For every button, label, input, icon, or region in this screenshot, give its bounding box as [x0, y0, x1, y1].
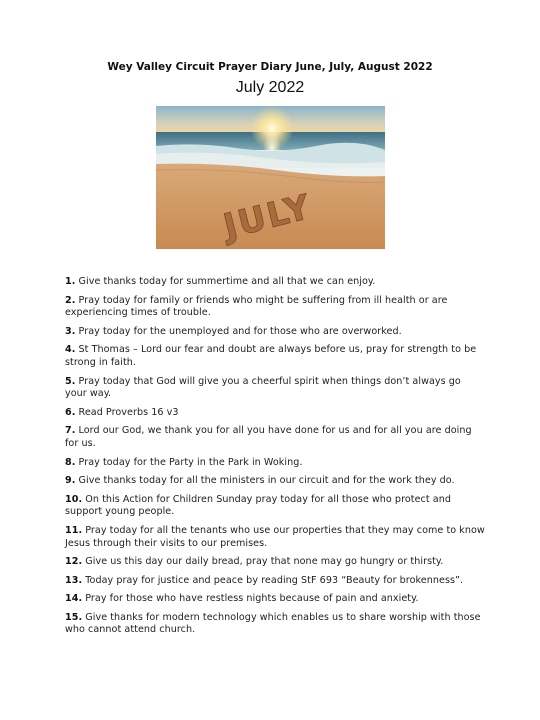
item-number: 2. [65, 294, 76, 306]
month-heading: July 2022 [235, 79, 305, 96]
item-number: 10. [65, 493, 83, 505]
list-item [65, 556, 485, 569]
list-item [65, 276, 485, 289]
item-number: 14. [65, 593, 83, 605]
list-item [65, 575, 485, 588]
beach-photo [156, 106, 385, 249]
list-item [65, 295, 485, 320]
item-text: Give thanks today for summertime and all that we can enjoy. [78, 276, 376, 287]
item-text: St Thomas – Lord our fear and doubt are always before us, pray for strength to be strong in faith. [65, 344, 477, 368]
item-number: 4. [65, 344, 76, 356]
list-item [65, 475, 485, 488]
item-number: 8. [65, 456, 76, 468]
item-number: 12. [65, 556, 83, 568]
item-number: 13. [65, 574, 83, 586]
prayer-list [65, 276, 485, 643]
item-text: Give us this day our daily bread, pray that none may go hungry or thirsty. [85, 556, 444, 568]
item-text: Pray today for the Party in the Park in Woking. [78, 456, 303, 468]
item-text: Pray for those who have restless nights because of pain and anxiety. [85, 593, 419, 605]
item-number: 15. [65, 611, 83, 623]
item-text: Pray today for family or friends who might be suffering from ill health or are experiencing times of trouble. [65, 294, 448, 319]
item-number: 6. [65, 406, 76, 418]
item-number: 1. [65, 276, 76, 287]
list-item [65, 425, 485, 450]
list-item [65, 494, 485, 519]
item-number: 9. [65, 475, 76, 487]
item-text: Pray today that God will give you a cheerful spirit when things don’t always go your way. [65, 375, 461, 400]
item-text: Give thanks today for all the ministers in our circuit and for the work they do. [78, 475, 455, 487]
item-text: Today pray for justice and peace by reading StF 693 “Beauty for brokenness”. [85, 574, 464, 586]
list-item [65, 525, 485, 550]
item-number: 3. [65, 325, 76, 337]
list-item [65, 407, 485, 420]
list-item [65, 344, 485, 369]
item-text: Pray today for all the tenants who use our properties that they may come to know Jesus through their visits to our premises. [65, 524, 485, 549]
item-text: Pray today for the unemployed and for those who are overworked. [78, 325, 402, 337]
list-item [65, 612, 485, 637]
sand-writing: JULY [219, 186, 316, 248]
item-text: On this Action for Children Sunday pray today for all those who protect and support young people. [65, 493, 451, 518]
item-text: Lord our God, we thank you for all you have done for us and for all you are doing for us. [65, 425, 472, 449]
list-item [65, 376, 485, 401]
item-number: 7. [65, 425, 76, 437]
list-item [65, 457, 485, 470]
item-text: Read Proverbs 16 v3 [78, 406, 179, 418]
item-number: 5. [65, 375, 76, 387]
list-item [65, 593, 485, 606]
item-number: 11. [65, 524, 83, 536]
diary-title: Wey Valley Circuit Prayer Diary June, July, August 2022 [107, 61, 433, 73]
list-item [65, 326, 485, 339]
item-text: Give thanks for modern technology which enables us to share worship with those who cannot attend church. [65, 611, 481, 636]
